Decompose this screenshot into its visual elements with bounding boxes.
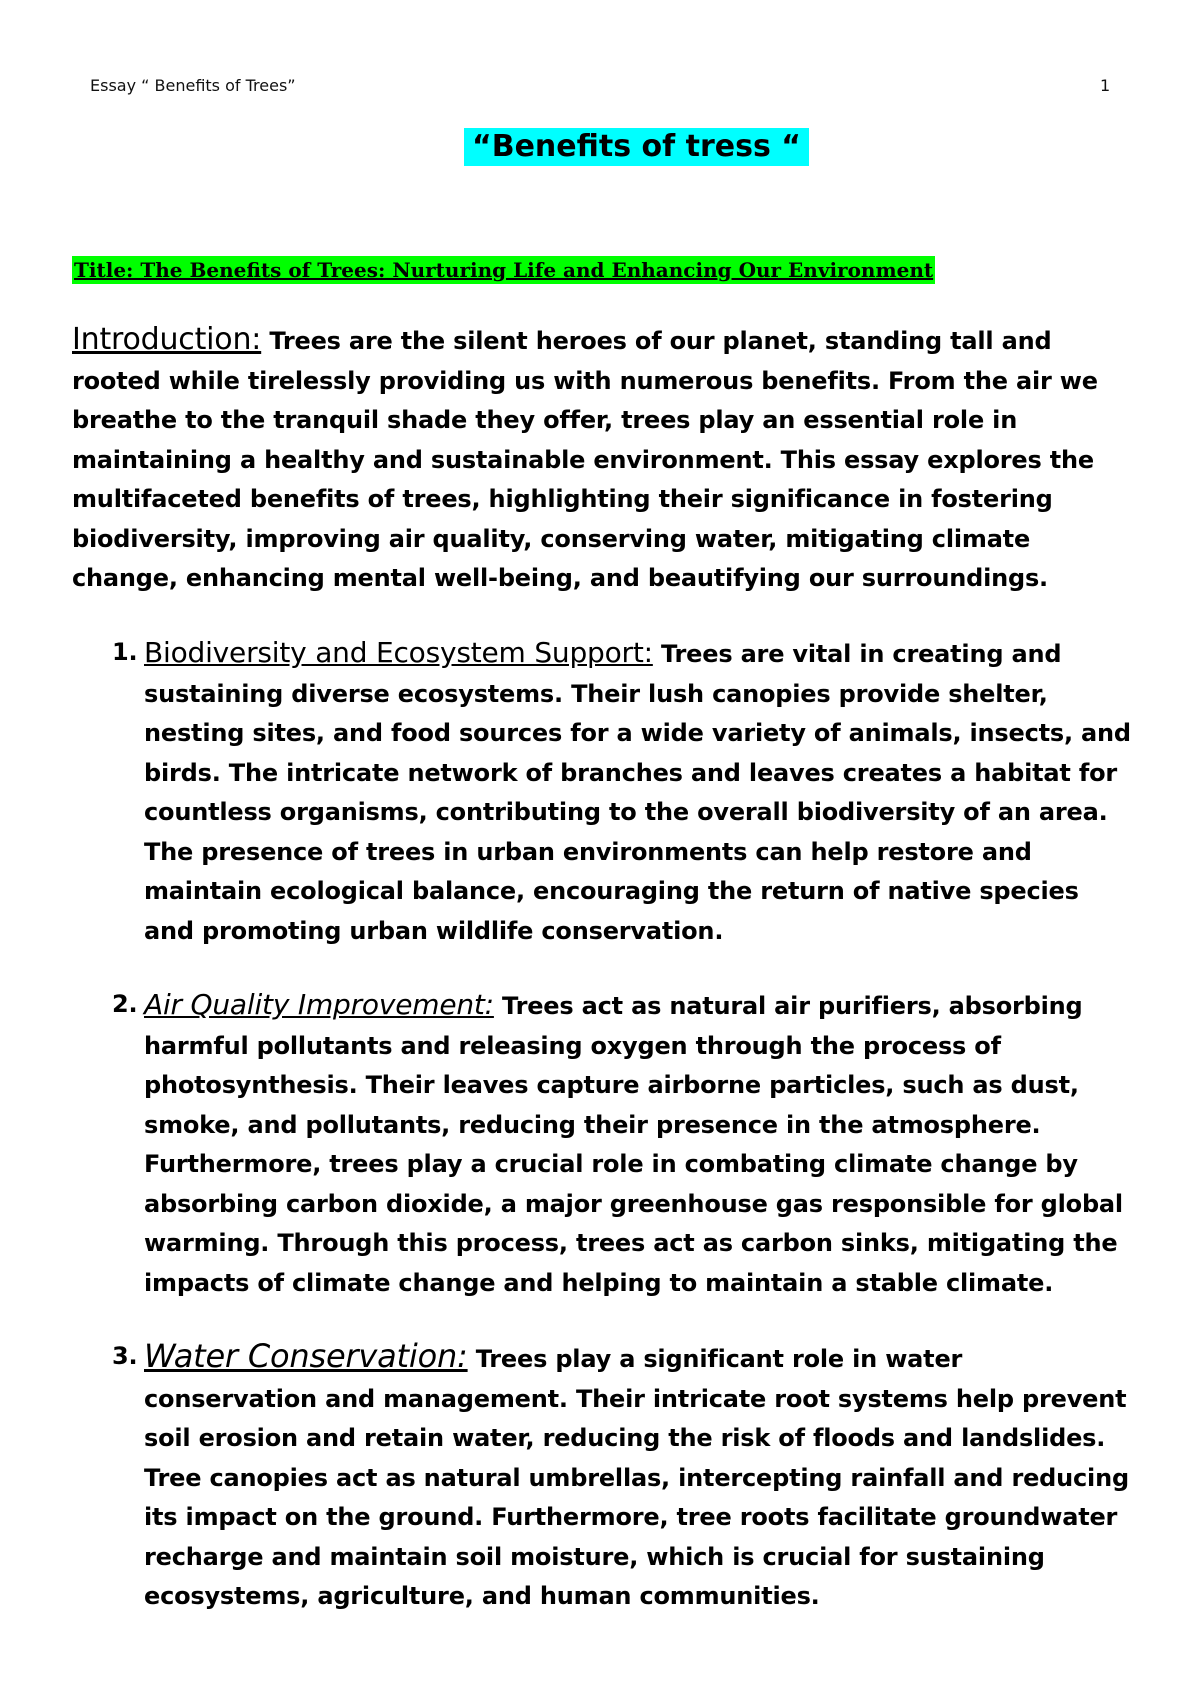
introduction-label: Introduction: (72, 322, 262, 357)
list-item (112, 985, 1134, 1303)
essay-subtitle: Title: The Benefits of Trees: Nurturing Life and Enhancing Our Environment (74, 258, 934, 282)
list-item (112, 633, 1134, 951)
subtitle-container (72, 256, 935, 284)
introduction-text: Trees are the silent heroes of our planet, standing tall and rooted while tirelessly providing us with numerous benefits. From the air we breathe to the tranquil shade they offer, trees play an essential role in maintaining a healthy and sustainable environment. This essay explores the multifaceted benefits of trees, highlighting their significance in fostering biodiversity, improving air quality, conserving water, mitigating climate change, enhancing mental well-being, and beautifying our surroundings. (72, 327, 1098, 592)
main-title: “Benefits of tress “ (464, 128, 809, 166)
list-item (112, 1337, 1134, 1617)
introduction-paragraph (72, 320, 1112, 599)
section-text-biodiversity: Trees are vital in creating and sustaining diverse ecosystems. Their lush canopies provide shelter, nesting sites, and food sources for a wide variety of animals, insects, and birds. The intricate network of branches and leaves creates a habitat for countless organisms, contributing to the overall biodiversity of an area. The presence of trees in urban environments can help restore and maintain ecological balance, encouraging the return of native species and promoting urban wildlife conservation. (144, 640, 1131, 945)
section-text-air-quality: Trees act as natural air purifiers, absorbing harmful pollutants and releasing oxygen through the process of photosynthesis. Their leaves capture airborne particles, such as dust, smoke, and pollutants, reducing their presence in the atmosphere. Furthermore, trees play a crucial role in combating climate change by absorbing carbon dioxide, a major greenhouse gas responsible for global warming. Through this process, trees act as carbon sinks, mitigating the impacts of climate change and helping to maintain a stable climate. (144, 992, 1123, 1297)
section-heading-biodiversity: Biodiversity and Ecosystem Support: (144, 636, 653, 669)
list-item-number: 1. (112, 638, 138, 666)
page-number: 1 (1100, 76, 1111, 95)
section-text-water-conservation: Trees play a significant role in water conservation and management. Their intricate root systems help prevent soil erosion and retain water, reducing the risk of floods and landslides. Tree canopies act as natural umbrellas, intercepting rainfall and reducing its impact on the ground. Furthermore, tree roots facilitate groundwater recharge and maintain soil moisture, which is crucial for sustaining ecosystems, agriculture, and human communities. (144, 1345, 1129, 1610)
main-title-container (464, 128, 809, 166)
section-heading-water-conservation: Water Conservation: (144, 1337, 468, 1375)
running-header-title: Essay “ Benefits of Trees” (90, 76, 296, 95)
section-heading-air-quality: Air Quality Improvement: (144, 988, 494, 1021)
list-item-number: 2. (112, 990, 138, 1018)
list-item-number: 3. (112, 1342, 138, 1370)
